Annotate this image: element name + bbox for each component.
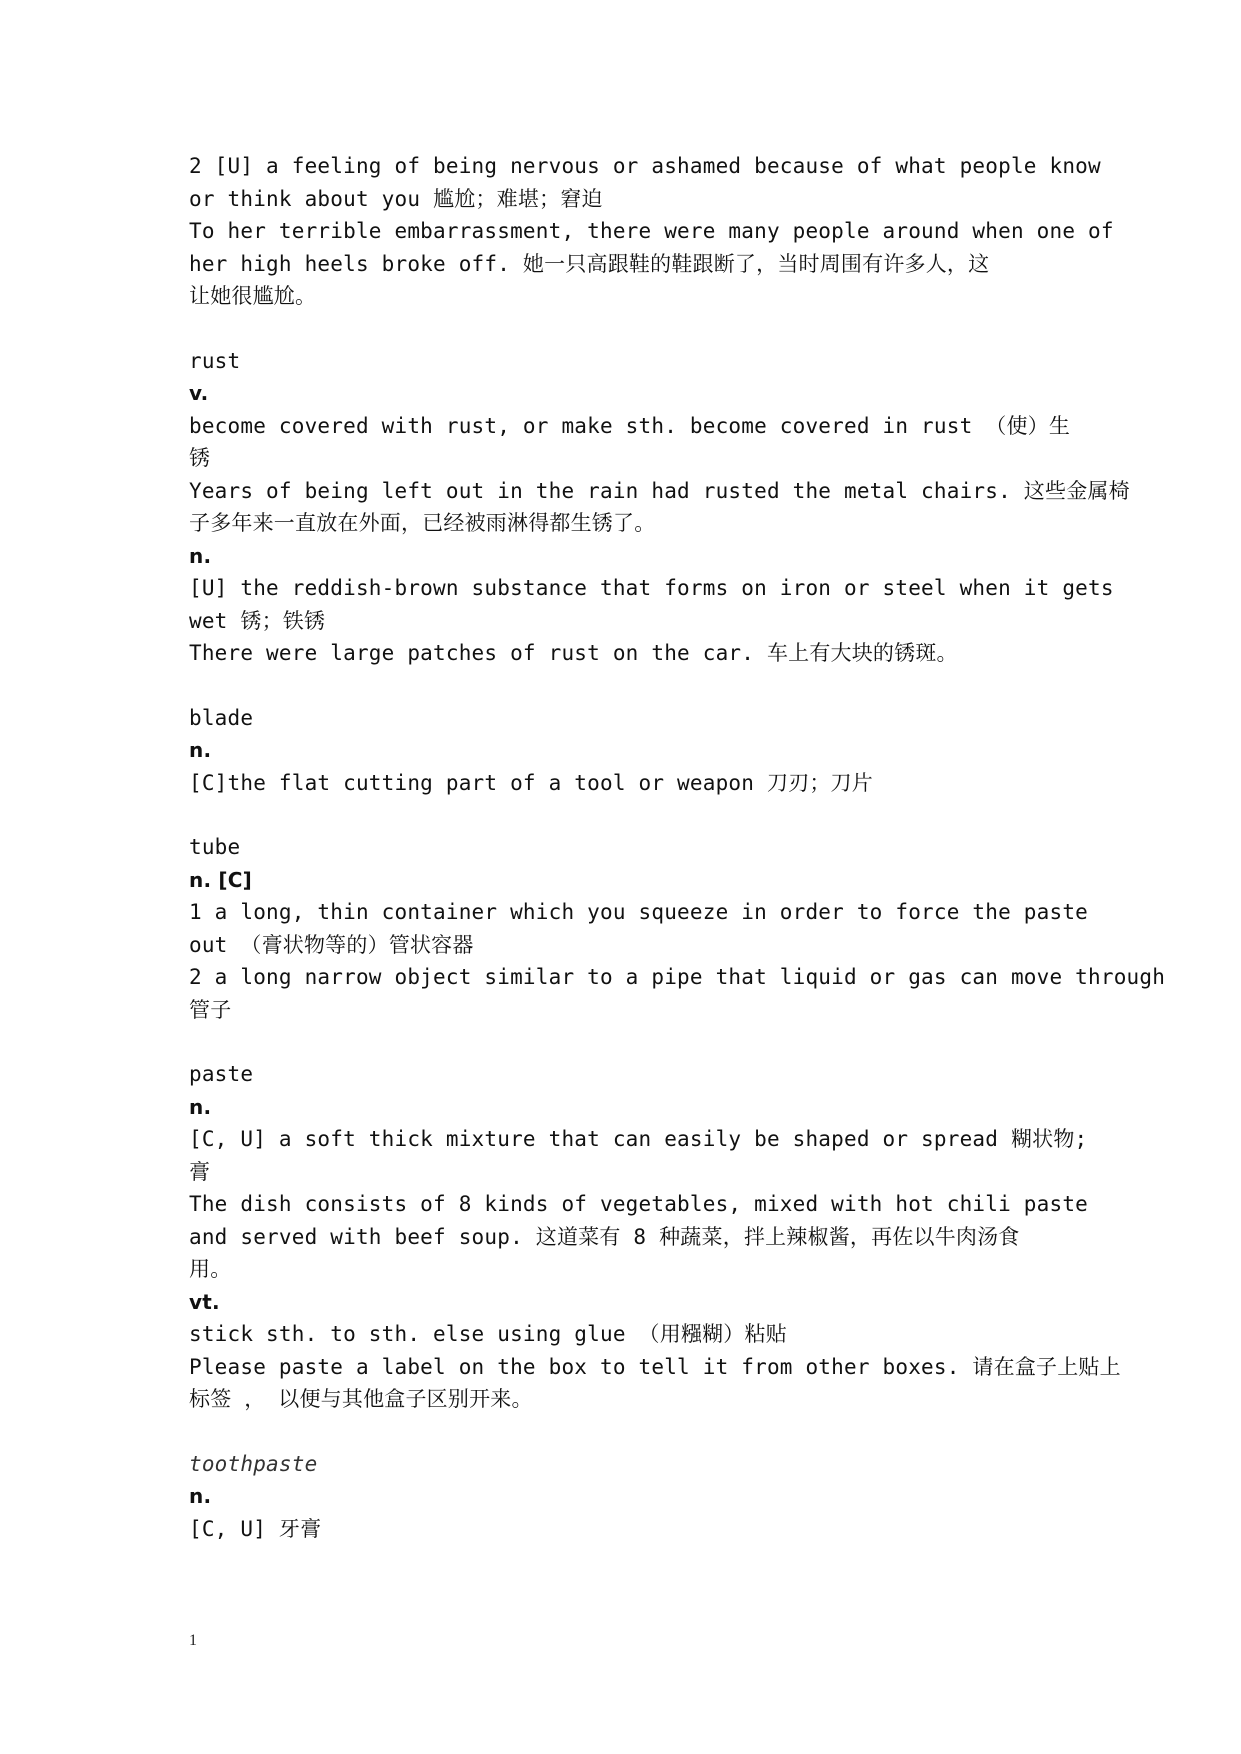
example-line: 用。 [189,1257,232,1281]
example-line: To her terrible embarrassment, there were many people around when one of [189,219,1114,243]
headword: toothpaste [189,1451,318,1476]
example-line: Years of being left out in the rain had rusted the metal chairs. 这些金属椅 [189,478,1130,503]
definition-line: 1 a long, thin container which you squeeze in order to force the paste [189,900,1089,924]
entry-rust [189,345,1130,670]
entry-embarrassment-continued [189,150,1114,313]
entry-blade [189,702,1069,800]
entry-tube [189,831,1166,1026]
part-of-speech: n. [189,1094,212,1119]
definition-line: [C]the flat cutting part of a tool or weapon 刀刃；刀片 [189,770,873,795]
definition-line: stick sth. to sth. else using glue （用糨糊）粘贴 [189,1322,787,1346]
definition-line: 2 [U] a feeling of being nervous or ashamed because of what people know [189,154,1101,178]
part-of-speech: n. [189,543,212,568]
headword: paste [189,1062,254,1086]
definition-line: 管子 [189,997,232,1022]
definition-line: become covered with rust, or make sth. become covered in rust （使）生 [189,413,1071,438]
example-line: There were large patches of rust on the car. 车上有大块的锈斑。 [189,641,958,665]
part-of-speech: n. [C] [189,867,252,892]
example-line: her high heels broke off. 她一只高跟鞋的鞋跟断了，当时周围有许多人，这 [189,251,990,276]
headword: tube [189,835,241,859]
definition-line: 膏 [189,1159,211,1184]
definition-line: out （膏状物等的）管状容器 [189,932,474,957]
definition-line: [C, U] 牙膏 [189,1516,322,1541]
example-line: 让她很尴尬。 [189,284,317,308]
example-line: 标签 ， 以便与其他盒子区别开来。 [189,1387,533,1411]
example-line: and served with beef soup. 这道菜有 8 种蔬菜，拌上辣椒酱，再佐以牛肉汤食 [189,1224,1020,1249]
definition-line: [U] the reddish-brown substance that forms on iron or steel when it gets [189,576,1114,600]
part-of-speech: vt. [189,1289,220,1314]
part-of-speech: n. [189,1484,212,1508]
entry-toothpaste [189,1448,1069,1546]
part-of-speech: n. [189,738,212,762]
headword: blade [189,705,254,730]
dictionary-page [189,150,1166,1545]
example-line: 子多年来一直放在外面，已经被雨淋得都生锈了。 [189,511,656,535]
example-line: Please paste a label on the box to tell it from other boxes. 请在盒子上贴上 [189,1354,1121,1379]
headword: rust [189,348,241,373]
entry-paste [189,1058,1121,1416]
definition-line: 锈 [189,446,211,470]
definition-line: or think about you 尴尬；难堪；窘迫 [189,186,603,211]
page-number: 1 [189,1632,197,1649]
example-line: The dish consists of 8 kinds of vegetables, mixed with hot chili paste [189,1192,1089,1216]
definition-line: [C, U] a soft thick mixture that can easily be shaped or spread 糊状物; [189,1127,1088,1151]
definition-line: wet 锈；铁锈 [189,608,326,633]
part-of-speech: v. [189,381,209,405]
definition-line: 2 a long narrow object similar to a pipe that liquid or gas can move through [189,965,1166,989]
